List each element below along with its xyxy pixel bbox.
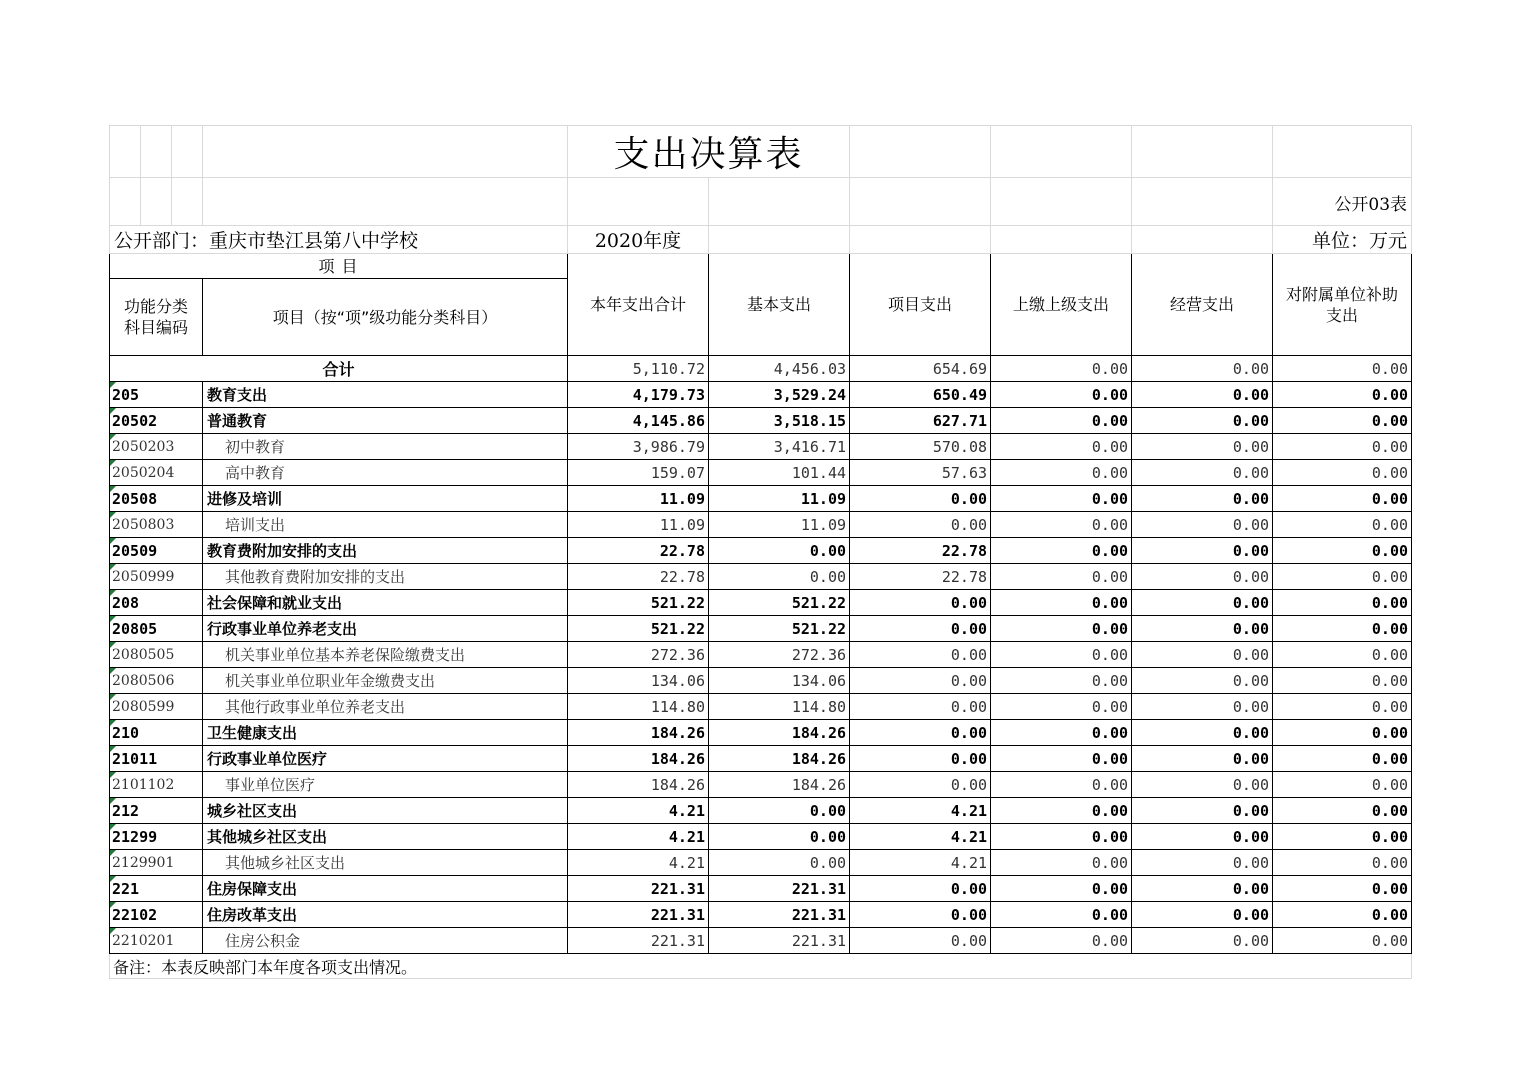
amount-cell: 0.00 bbox=[1273, 564, 1412, 590]
amount-cell: 0.00 bbox=[1273, 694, 1412, 720]
name-col-header: 项目（按“项”级功能分类科目） bbox=[203, 279, 568, 356]
code-col-header: 功能分类科目编码 bbox=[110, 279, 203, 356]
amount-cell: 0.00 bbox=[850, 928, 991, 954]
table-row bbox=[110, 668, 1412, 694]
function-code: 2050204 bbox=[110, 460, 203, 486]
amount-cell: 11.09 bbox=[568, 512, 709, 538]
amount-cell: 0.00 bbox=[1273, 902, 1412, 928]
amount-cell: 0.00 bbox=[991, 642, 1132, 668]
amount-cell: 0.00 bbox=[1273, 616, 1412, 642]
amount-cell: 221.31 bbox=[709, 928, 850, 954]
amount-cell: 0.00 bbox=[991, 798, 1132, 824]
table-row bbox=[110, 538, 1412, 564]
col-header-remit-superior: 上缴上级支出 bbox=[991, 254, 1132, 356]
amount-cell: 0.00 bbox=[1132, 564, 1273, 590]
amount-cell: 0.00 bbox=[850, 694, 991, 720]
amount-cell: 11.09 bbox=[709, 512, 850, 538]
table-row bbox=[110, 720, 1412, 746]
amount-cell: 0.00 bbox=[1132, 460, 1273, 486]
amount-cell: 521.22 bbox=[568, 590, 709, 616]
function-code: 20508 bbox=[110, 486, 203, 512]
amount-cell: 0.00 bbox=[1132, 746, 1273, 772]
amount-cell: 184.26 bbox=[709, 746, 850, 772]
amount-cell: 0.00 bbox=[850, 876, 991, 902]
function-code: 21011 bbox=[110, 746, 203, 772]
amount-cell: 4,179.73 bbox=[568, 382, 709, 408]
amount-cell: 0.00 bbox=[1273, 486, 1412, 512]
amount-cell: 4,145.86 bbox=[568, 408, 709, 434]
function-code: 22102 bbox=[110, 902, 203, 928]
function-code: 2080505 bbox=[110, 642, 203, 668]
amount-cell: 114.80 bbox=[709, 694, 850, 720]
amount-cell: 22.78 bbox=[850, 538, 991, 564]
amount-cell: 0.00 bbox=[1273, 772, 1412, 798]
amount-cell: 0.00 bbox=[991, 538, 1132, 564]
total-label: 合计 bbox=[110, 356, 568, 382]
function-code: 210 bbox=[110, 720, 203, 746]
table-row bbox=[110, 902, 1412, 928]
table-row bbox=[110, 590, 1412, 616]
item-name: 卫生健康支出 bbox=[203, 720, 568, 746]
amount-cell: 627.71 bbox=[850, 408, 991, 434]
amount-cell: 521.22 bbox=[568, 616, 709, 642]
amount-cell: 0.00 bbox=[850, 486, 991, 512]
amount-cell: 0.00 bbox=[991, 694, 1132, 720]
amount-cell: 0.00 bbox=[991, 408, 1132, 434]
amount-cell: 184.26 bbox=[568, 772, 709, 798]
amount-cell: 0.00 bbox=[1132, 590, 1273, 616]
table-row bbox=[110, 434, 1412, 460]
amount-cell: 4.21 bbox=[850, 798, 991, 824]
amount-cell: 0.00 bbox=[991, 902, 1132, 928]
function-code: 2101102 bbox=[110, 772, 203, 798]
amount-cell: 184.26 bbox=[568, 746, 709, 772]
item-name: 事业单位医疗 bbox=[203, 772, 568, 798]
amount-cell: 0.00 bbox=[1132, 902, 1273, 928]
expenditure-table bbox=[109, 125, 1412, 979]
total-value: 0.00 bbox=[991, 356, 1132, 382]
amount-cell: 0.00 bbox=[1273, 642, 1412, 668]
total-value: 0.00 bbox=[1132, 356, 1273, 382]
amount-cell: 272.36 bbox=[568, 642, 709, 668]
amount-cell: 114.80 bbox=[568, 694, 709, 720]
table-row bbox=[110, 616, 1412, 642]
item-name: 住房保障支出 bbox=[203, 876, 568, 902]
amount-cell: 0.00 bbox=[991, 512, 1132, 538]
department-label: 公开部门：重庆市垫江县第八中学校 bbox=[110, 226, 568, 254]
fiscal-year: 2020年度 bbox=[568, 226, 709, 254]
item-name: 进修及培训 bbox=[203, 486, 568, 512]
amount-cell: 0.00 bbox=[850, 772, 991, 798]
amount-cell: 0.00 bbox=[1132, 382, 1273, 408]
col-header-basic: 基本支出 bbox=[709, 254, 850, 356]
amount-cell: 0.00 bbox=[1273, 668, 1412, 694]
amount-cell: 0.00 bbox=[991, 824, 1132, 850]
amount-cell: 0.00 bbox=[1273, 434, 1412, 460]
item-name: 机关事业单位基本养老保险缴费支出 bbox=[203, 642, 568, 668]
amount-cell: 221.31 bbox=[709, 876, 850, 902]
amount-cell: 3,529.24 bbox=[709, 382, 850, 408]
amount-cell: 184.26 bbox=[709, 720, 850, 746]
amount-cell: 0.00 bbox=[1273, 928, 1412, 954]
amount-cell: 134.06 bbox=[568, 668, 709, 694]
table-row bbox=[110, 772, 1412, 798]
amount-cell: 4.21 bbox=[850, 824, 991, 850]
total-value: 0.00 bbox=[1273, 356, 1412, 382]
amount-cell: 0.00 bbox=[1132, 694, 1273, 720]
table-row bbox=[110, 460, 1412, 486]
amount-cell: 184.26 bbox=[709, 772, 850, 798]
amount-cell: 221.31 bbox=[568, 876, 709, 902]
item-name: 行政事业单位医疗 bbox=[203, 746, 568, 772]
amount-cell: 221.31 bbox=[709, 902, 850, 928]
table-row bbox=[110, 928, 1412, 954]
item-name: 机关事业单位职业年金缴费支出 bbox=[203, 668, 568, 694]
item-name: 其他行政事业单位养老支出 bbox=[203, 694, 568, 720]
amount-cell: 57.63 bbox=[850, 460, 991, 486]
table-row bbox=[110, 486, 1412, 512]
amount-cell: 11.09 bbox=[568, 486, 709, 512]
amount-cell: 0.00 bbox=[1132, 772, 1273, 798]
amount-cell: 22.78 bbox=[568, 564, 709, 590]
amount-cell: 0.00 bbox=[1132, 642, 1273, 668]
function-code: 20805 bbox=[110, 616, 203, 642]
amount-cell: 0.00 bbox=[991, 616, 1132, 642]
item-name: 教育费附加安排的支出 bbox=[203, 538, 568, 564]
item-name: 培训支出 bbox=[203, 512, 568, 538]
amount-cell: 0.00 bbox=[850, 902, 991, 928]
table-row bbox=[110, 642, 1412, 668]
amount-cell: 0.00 bbox=[1273, 512, 1412, 538]
amount-cell: 0.00 bbox=[991, 564, 1132, 590]
amount-cell: 650.49 bbox=[850, 382, 991, 408]
item-name: 初中教育 bbox=[203, 434, 568, 460]
amount-cell: 0.00 bbox=[1132, 538, 1273, 564]
amount-cell: 0.00 bbox=[1273, 720, 1412, 746]
item-name: 其他城乡社区支出 bbox=[203, 824, 568, 850]
amount-cell: 521.22 bbox=[709, 590, 850, 616]
amount-cell: 0.00 bbox=[1132, 798, 1273, 824]
amount-cell: 0.00 bbox=[1132, 512, 1273, 538]
amount-cell: 0.00 bbox=[991, 772, 1132, 798]
amount-cell: 0.00 bbox=[850, 616, 991, 642]
amount-cell: 0.00 bbox=[991, 720, 1132, 746]
total-value: 4,456.03 bbox=[709, 356, 850, 382]
table-tag: 公开03表 bbox=[1273, 178, 1412, 226]
amount-cell: 0.00 bbox=[1132, 408, 1273, 434]
table-row bbox=[110, 564, 1412, 590]
amount-cell: 0.00 bbox=[991, 746, 1132, 772]
unit-label: 单位：万元 bbox=[1273, 226, 1412, 254]
col-header-total: 本年支出合计 bbox=[568, 254, 709, 356]
table-row bbox=[110, 512, 1412, 538]
amount-cell: 0.00 bbox=[1132, 486, 1273, 512]
amount-cell: 0.00 bbox=[709, 564, 850, 590]
item-name: 社会保障和就业支出 bbox=[203, 590, 568, 616]
item-name: 其他教育费附加安排的支出 bbox=[203, 564, 568, 590]
col-header-subsidy: 对附属单位补助支出 bbox=[1273, 254, 1412, 356]
item-name: 其他城乡社区支出 bbox=[203, 850, 568, 876]
function-code: 2210201 bbox=[110, 928, 203, 954]
amount-cell: 521.22 bbox=[709, 616, 850, 642]
amount-cell: 184.26 bbox=[568, 720, 709, 746]
amount-cell: 0.00 bbox=[1132, 928, 1273, 954]
function-code: 208 bbox=[110, 590, 203, 616]
amount-cell: 570.08 bbox=[850, 434, 991, 460]
function-code: 21299 bbox=[110, 824, 203, 850]
amount-cell: 0.00 bbox=[850, 512, 991, 538]
amount-cell: 0.00 bbox=[1273, 876, 1412, 902]
amount-cell: 0.00 bbox=[850, 720, 991, 746]
function-code: 2129901 bbox=[110, 850, 203, 876]
amount-cell: 159.07 bbox=[568, 460, 709, 486]
total-value: 5,110.72 bbox=[568, 356, 709, 382]
amount-cell: 3,416.71 bbox=[709, 434, 850, 460]
item-name: 教育支出 bbox=[203, 382, 568, 408]
table-row bbox=[110, 382, 1412, 408]
amount-cell: 0.00 bbox=[1273, 746, 1412, 772]
amount-cell: 3,518.15 bbox=[709, 408, 850, 434]
item-name: 普通教育 bbox=[203, 408, 568, 434]
amount-cell: 0.00 bbox=[991, 876, 1132, 902]
amount-cell: 0.00 bbox=[1132, 720, 1273, 746]
amount-cell: 0.00 bbox=[1132, 876, 1273, 902]
function-code: 20502 bbox=[110, 408, 203, 434]
amount-cell: 0.00 bbox=[850, 746, 991, 772]
amount-cell: 0.00 bbox=[991, 668, 1132, 694]
amount-cell: 0.00 bbox=[991, 486, 1132, 512]
amount-cell: 22.78 bbox=[568, 538, 709, 564]
function-code: 20509 bbox=[110, 538, 203, 564]
amount-cell: 0.00 bbox=[709, 798, 850, 824]
amount-cell: 0.00 bbox=[709, 850, 850, 876]
amount-cell: 0.00 bbox=[1273, 382, 1412, 408]
amount-cell: 0.00 bbox=[991, 850, 1132, 876]
amount-cell: 0.00 bbox=[1273, 590, 1412, 616]
amount-cell: 0.00 bbox=[709, 824, 850, 850]
amount-cell: 0.00 bbox=[850, 668, 991, 694]
amount-cell: 0.00 bbox=[709, 538, 850, 564]
function-code: 2080506 bbox=[110, 668, 203, 694]
table-note: 备注：本表反映部门本年度各项支出情况。 bbox=[110, 954, 1412, 979]
amount-cell: 0.00 bbox=[1132, 824, 1273, 850]
table-row bbox=[110, 694, 1412, 720]
col-header-project: 项目支出 bbox=[850, 254, 991, 356]
amount-cell: 221.31 bbox=[568, 928, 709, 954]
amount-cell: 0.00 bbox=[1132, 616, 1273, 642]
item-name: 住房改革支出 bbox=[203, 902, 568, 928]
function-code: 205 bbox=[110, 382, 203, 408]
amount-cell: 0.00 bbox=[991, 460, 1132, 486]
amount-cell: 134.06 bbox=[709, 668, 850, 694]
amount-cell: 101.44 bbox=[709, 460, 850, 486]
amount-cell: 4.21 bbox=[568, 850, 709, 876]
amount-cell: 22.78 bbox=[850, 564, 991, 590]
amount-cell: 0.00 bbox=[1132, 850, 1273, 876]
amount-cell: 0.00 bbox=[991, 590, 1132, 616]
amount-cell: 4.21 bbox=[568, 798, 709, 824]
amount-cell: 221.31 bbox=[568, 902, 709, 928]
item-group-header: 项 目 bbox=[110, 254, 568, 279]
function-code: 221 bbox=[110, 876, 203, 902]
page-title: 支出决算表 bbox=[568, 126, 850, 178]
amount-cell: 3,986.79 bbox=[568, 434, 709, 460]
function-code: 2050203 bbox=[110, 434, 203, 460]
amount-cell: 0.00 bbox=[1273, 824, 1412, 850]
col-header-operating: 经营支出 bbox=[1132, 254, 1273, 356]
amount-cell: 0.00 bbox=[1273, 460, 1412, 486]
amount-cell: 0.00 bbox=[1273, 850, 1412, 876]
table-row bbox=[110, 824, 1412, 850]
amount-cell: 0.00 bbox=[1273, 798, 1412, 824]
amount-cell: 272.36 bbox=[709, 642, 850, 668]
amount-cell: 0.00 bbox=[1273, 538, 1412, 564]
table-row bbox=[110, 746, 1412, 772]
amount-cell: 4.21 bbox=[850, 850, 991, 876]
item-name: 城乡社区支出 bbox=[203, 798, 568, 824]
item-name: 住房公积金 bbox=[203, 928, 568, 954]
table-row bbox=[110, 798, 1412, 824]
amount-cell: 0.00 bbox=[991, 928, 1132, 954]
amount-cell: 0.00 bbox=[1273, 408, 1412, 434]
function-code: 212 bbox=[110, 798, 203, 824]
amount-cell: 4.21 bbox=[568, 824, 709, 850]
amount-cell: 0.00 bbox=[850, 642, 991, 668]
amount-cell: 0.00 bbox=[1132, 434, 1273, 460]
amount-cell: 11.09 bbox=[709, 486, 850, 512]
function-code: 2050803 bbox=[110, 512, 203, 538]
table-row bbox=[110, 408, 1412, 434]
amount-cell: 0.00 bbox=[991, 382, 1132, 408]
amount-cell: 0.00 bbox=[1132, 668, 1273, 694]
table-row bbox=[110, 850, 1412, 876]
function-code: 2080599 bbox=[110, 694, 203, 720]
function-code: 2050999 bbox=[110, 564, 203, 590]
total-value: 654.69 bbox=[850, 356, 991, 382]
item-name: 行政事业单位养老支出 bbox=[203, 616, 568, 642]
table-row bbox=[110, 876, 1412, 902]
item-name: 高中教育 bbox=[203, 460, 568, 486]
amount-cell: 0.00 bbox=[850, 590, 991, 616]
amount-cell: 0.00 bbox=[991, 434, 1132, 460]
